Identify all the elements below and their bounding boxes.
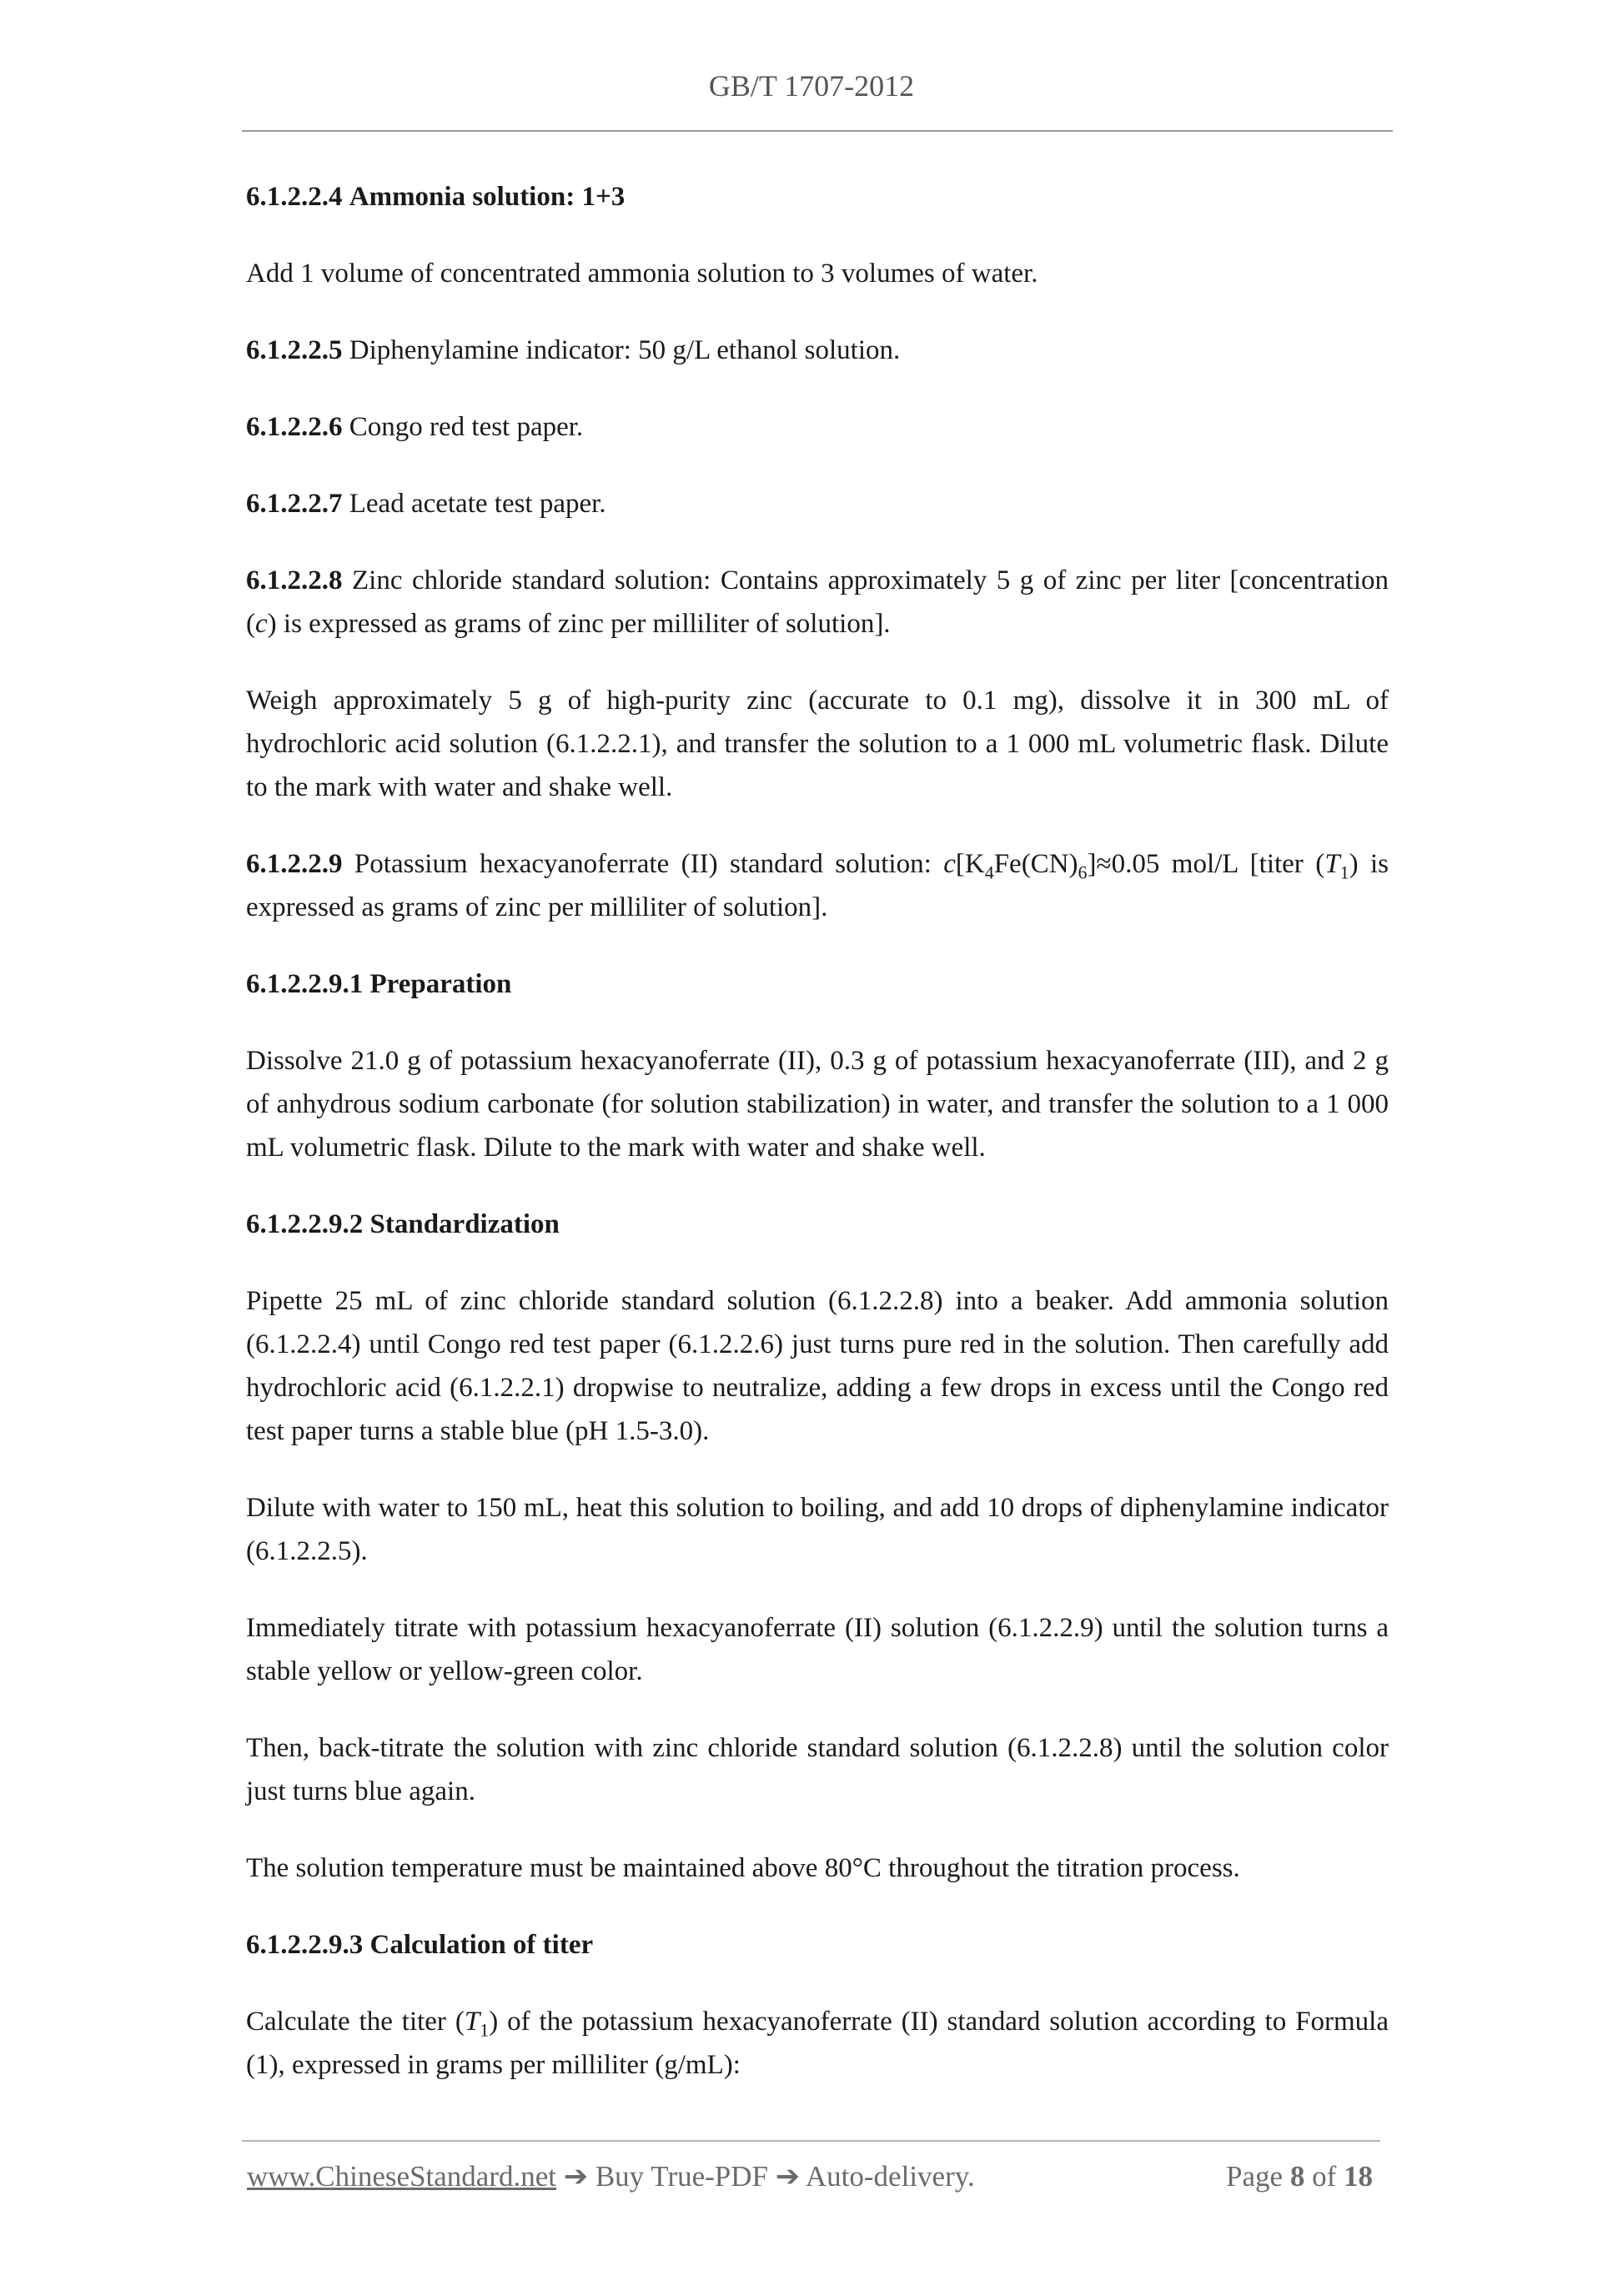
- delivery-text: Auto-delivery.: [805, 2160, 975, 2193]
- paragraph: Then, back-titrate the solution with zinc chloride standard solution (6.1.2.2.8) until the solution color just turns blue again.: [246, 1733, 1389, 1806]
- clause-title: Ammonia solution: 1+3: [349, 182, 626, 212]
- clause-number: 6.1.2.2.5: [246, 335, 343, 365]
- website-link[interactable]: www.ChineseStandard.net: [247, 2160, 556, 2193]
- paragraph: Immediately titrate with potassium hexacyanoferrate (II) solution (6.1.2.2.9) until the solution turns a stable yellow or yellow-green color.: [246, 1613, 1389, 1686]
- section-6-1-2-2-9: [246, 842, 1389, 929]
- clause-number: 6.1.2.2.8: [246, 565, 343, 595]
- buy-text: Buy True-PDF: [595, 2160, 768, 2193]
- paragraph: Add 1 volume of concentrated ammonia solution to 3 volumes of water.: [246, 259, 1038, 289]
- footer-promo: [247, 2160, 975, 2193]
- paragraph-text: Calculate the titer (: [246, 2007, 465, 2037]
- heading-standardization: 6.1.2.2.9.2 Standardization: [246, 1209, 560, 1239]
- section-6-1-2-2-7: [246, 482, 1389, 525]
- clause-text: Lead acetate test paper.: [342, 489, 606, 519]
- clause-number: 6.1.2.2.6: [246, 412, 343, 442]
- paragraph-text: ) of the potassium hexacyanoferrate (II) standard solution according to Formula (1), expressed in grams per milliliter (g/mL):: [246, 2007, 1389, 2080]
- subscript: 4: [984, 862, 994, 883]
- header-divider: [242, 130, 1393, 132]
- variable-c: c: [255, 609, 268, 639]
- clause-number: 6.1.2.2.7: [246, 489, 343, 519]
- document-body: [246, 175, 1389, 2120]
- current-page-number: 8: [1289, 2160, 1305, 2193]
- clause-text: ) is expressed as grams of zinc per milliliter of solution].: [246, 849, 1389, 922]
- clause-number: 6.1.2.2.9: [246, 849, 343, 879]
- paragraph: [246, 2000, 1389, 2087]
- page-label: Page: [1226, 2160, 1290, 2193]
- footer-divider: [242, 2140, 1380, 2142]
- section-6-1-2-2-6: [246, 405, 1389, 449]
- paragraph: Pipette 25 mL of zinc chloride standard solution (6.1.2.2.8) into a beaker. Add ammonia solution (6.1.2.2.4) until Congo red test paper (6.1.2.2.6) just turns pure red in the solution. Then carefully add hydrochloric acid (6.1.2.2.1) dropwise to neutralize, adding a few drops in excess until the Congo red test paper turns a stable blue (pH 1.5-3.0).: [246, 1286, 1389, 1446]
- document-header: GB/T 1707-2012: [708, 69, 915, 103]
- clause-text: ) is expressed as grams of zinc per milliliter of solution].: [267, 609, 891, 639]
- paragraph: Dissolve 21.0 g of potassium hexacyanoferrate (II), 0.3 g of potassium hexacyanoferrate (III), and 2 g of anhydrous sodium carbonate (for solution stabilization) in water, and transfer the solution to a 1 000 mL volumetric flask. Dilute to the mark with water and shake well.: [246, 1046, 1389, 1163]
- arrow-icon: ➔: [556, 2160, 595, 2193]
- clause-text: Diphenylamine indicator: 50 g/L ethanol solution.: [342, 335, 901, 365]
- section-6-1-2-2-4: [246, 175, 1389, 219]
- clause-text: ]≈0.05 mol/L [titer (: [1087, 849, 1325, 879]
- paragraph: Weigh approximately 5 g of high-purity zinc (accurate to 0.1 mg), dissolve it in 300 mL of hydrochloric acid solution (6.1.2.2.1), and transfer the solution to a 1 000 mL volumetric flask. Dilute to the mark with water and shake well.: [246, 686, 1389, 802]
- variable-c: c: [943, 849, 956, 879]
- subscript: 1: [1339, 862, 1349, 883]
- clause-text: Potassium hexacyanoferrate (II) standard solution:: [342, 849, 944, 879]
- formula-part: [K: [955, 849, 985, 879]
- arrow-icon: ➔: [768, 2160, 806, 2193]
- clause-number: 6.1.2.2.4: [246, 182, 343, 212]
- total-pages-number: 18: [1344, 2160, 1373, 2193]
- formula-part: Fe(CN): [993, 849, 1078, 879]
- clause-text: Zinc chloride standard solution: Contains approximately 5 g of zinc per liter [concentration (: [246, 565, 1389, 639]
- subscript: 6: [1078, 862, 1088, 883]
- subscript: 1: [480, 2019, 490, 2041]
- heading-preparation: 6.1.2.2.9.1 Preparation: [246, 969, 512, 999]
- section-6-1-2-2-8: [246, 559, 1389, 646]
- paragraph: Dilute with water to 150 mL, heat this solution to boiling, and add 10 drops of diphenylamine indicator (6.1.2.2.5).: [246, 1493, 1389, 1566]
- section-6-1-2-2-5: [246, 329, 1389, 372]
- page-indicator: [1226, 2160, 1373, 2193]
- variable-t: T: [1324, 849, 1340, 879]
- variable-t: T: [464, 2007, 480, 2037]
- heading-calculation-of-titer: 6.1.2.2.9.3 Calculation of titer: [246, 1930, 594, 1960]
- paragraph: The solution temperature must be maintained above 80°C throughout the titration process.: [246, 1853, 1240, 1883]
- of-label: of: [1304, 2160, 1344, 2193]
- clause-text: Congo red test paper.: [342, 412, 584, 442]
